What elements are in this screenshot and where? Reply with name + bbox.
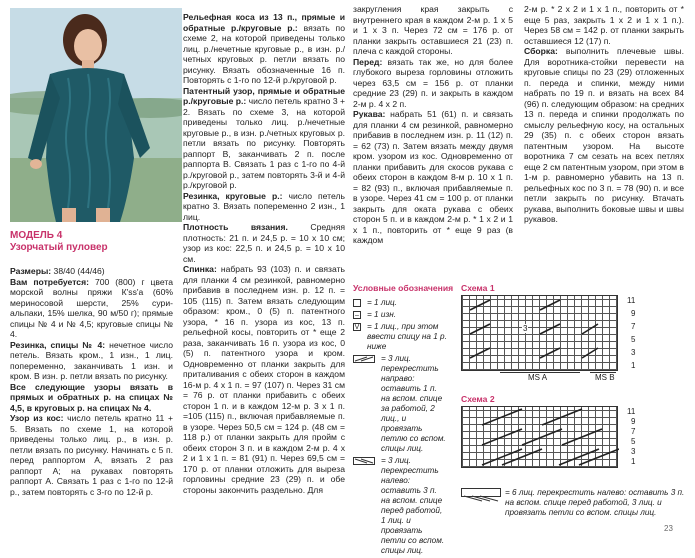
model-number: МОДЕЛЬ 4	[10, 230, 63, 241]
scheme-1-row-label: 7	[631, 322, 636, 331]
page-number: 23	[664, 524, 673, 533]
scheme-2-row-label: 11	[627, 407, 636, 416]
scheme-1-cables	[462, 296, 619, 372]
legend	[353, 298, 448, 558]
legend-title: Условные обозначения	[353, 283, 454, 293]
scheme-2-cables	[462, 407, 619, 469]
paragraph: закругления края закрыть с внутреннего края в каждом 2-м р. 1 х 5 и 1 х 3 п. Через 72 см = 176 р. от планки закрыть оставшиеся 21 (23) п. плеча с каждой стороны.	[353, 4, 513, 56]
scheme-2-grid	[461, 406, 618, 468]
paragraph: Перед: вязать так же, но для более глубокого выреза горловины отложить через 63,5 см = 156 р. от планки средние 23 (29) п. и закрыть в каждом 2-м р. 4 х 2 п.	[353, 56, 513, 109]
repeat-b-label: MS B	[595, 373, 615, 382]
paragraph: Размеры: 38/40 (44/46)	[10, 266, 105, 276]
scheme-1-row-label: 9	[631, 309, 636, 318]
paragraph: Рельефная коса из 13 п., прямые и обратные р./круговые р.: вязать по схеме 2, на которой приведены только лиц. р./нечетные круговые р., в изн. р./четных круговых р. петли вязать по рисунку. Вязать обозначенные 16 п. Повторять с 1-го по 12-й р./круговой р.	[183, 12, 345, 85]
cross-6-legend-text: = 6 лиц. перекрестить налево: оставить 3 п. на вспом. спице перед работой, 3 лиц. и провязать петли со вспом. спицы лиц.	[505, 488, 685, 517]
column-4	[524, 4, 684, 225]
paragraph: Все следующие узоры вязать в прямых и обратных р. на спицах № 4,5, в круговых р. на спицах № 4.	[10, 381, 173, 413]
scheme-1-row-label: 5	[631, 335, 636, 344]
column-2	[183, 12, 345, 495]
knit-symbol-icon	[353, 299, 361, 307]
paragraph: Резинка, спицы № 4: нечетное число петель. Вязать кром., 1 изн., 1 лиц. попеременно, заканчивать 1 изн. и кром. В изн. р. петли вязать по рисунку.	[10, 339, 173, 381]
scheme-1-inner-number: 3	[523, 324, 528, 333]
cross-right-symbol-icon	[353, 355, 375, 363]
scheme-2-row-label: 9	[631, 417, 636, 426]
legend-item: – = 1 изн.	[353, 310, 448, 320]
paragraph: Рукава: набрать 51 (61) п. и связать для планки 4 см резинкой, равномерно прибавив в последнем изн. р. 11 (12) п. = 62 (73) п. Затем вязать между двумя кром. узором из кос. Одновременно от планки прибавить для скосов рукава с обеих сторон в каждом 8-м р. 10 х 1 п. = 82 (93) п., включая прибавляемые п. в узоре. Через 41 см = 100 р. от планки закрыть для оката рукава с обеих сторон 5 п. и в каждом 2-м р. * 1 х 2 и 1 х 1 п., повторить от * еще 9 раз (в каждом	[353, 109, 513, 245]
paragraph: Узор из кос: число петель кратно 11 + 5. Вязать по схеме 1, на которой приведены только лиц. р., в изн. р. петли вязать по рисунку. Начинать с 5 п. перед раппортом А, вязать 2 раз раппорт А; на рукавах повторять раппорт А. Связать 1 раз с 1-го по 12-й р., затем повторять с 3-го по 12-й р.	[10, 413, 173, 497]
legend-item: = 3 лиц. перекрестить налево: оставить 3 п. на вспом. спице перед работой, 1 лиц. и провязать петли со вспом. спицы лиц.	[353, 456, 448, 556]
cross-left-symbol-icon	[353, 457, 375, 465]
scheme-1-row-label: 11	[627, 296, 636, 305]
legend-item: = 1 лиц.	[353, 298, 448, 308]
scheme-2-row-label: 7	[631, 427, 636, 436]
paragraph: Сборка: выполнить плечевые швы. Для воротника-стойки перевести на круговые спицы по 23 (29) отложенных п. переда и спинки, между ними набрать по 19 п. и вязать на всех 84 (96) п. следующим образом: на средних 13 п. переда и спинки продолжать по смыслу рельефную косу, на остальных 29 (35) п. с обеих сторон вязать патентным узором. На высоте воротника 7 см сезать на всех петлях еще 2 см патентным узором, при этом в 1-м р. равномерно убавить на 13 п. рельефных кос по 3 п. = 78 (90) п. и все петли закрыть по рисунку. Втачать рукава, выполнить боковые швы и швы рукавов.	[524, 46, 684, 224]
scheme-1-row-label: 1	[631, 361, 636, 370]
repeat-a-label: MS A	[528, 373, 548, 382]
scheme-2-row-label: 3	[631, 447, 636, 456]
legend-item: = 3 лиц. перекрестить направо: оставить 1 п. на вспом. спице за работой, 2 лиц., и провязать петлю со вспом. спицы лиц.	[353, 354, 448, 454]
scheme-1-row-label: 3	[631, 348, 636, 357]
scheme-1-title: Схема 1	[461, 283, 495, 293]
scheme-1-grid	[461, 295, 618, 371]
paragraph: 2-м р. * 2 х 2 и 1 х 1 п., повторить от * еще 5 раз, закрыть 1 х 2 и 1 х 1 п.). Через 58 см = 142 р. от планки закрыть оставшиеся 12 (17) п.	[524, 4, 684, 46]
model-photo	[10, 8, 182, 222]
scheme-2-row-label: 1	[631, 457, 636, 466]
model-title	[10, 230, 108, 254]
knit-below-symbol-icon: V	[354, 324, 360, 331]
paragraph: Плотность вязания. Средняя плотность: 21 п. и 24,5 р. = 10 х 10 см; узор из кос: 22,5 п. и 24,5 р. = 10 х 10 см.	[183, 222, 345, 264]
paragraph: Вам потребуется: 700 (800) г цвета морской волны пряжи К'ss'а (60% мериносовой шерсти, 25% сури-альпаки, 15% шелка, 90 м/50 г); прямые спицы № 4 и № 4,5; круговые спицы № 4.	[10, 276, 173, 339]
paragraph: Резинка, круговые р.: число петель кратно 3. Вязать попеременно 2 изн., 1 лиц.	[183, 190, 345, 222]
cross-6-symbol-icon	[461, 488, 501, 497]
legend-item: V = 1 лиц., при этом ввести спицу на 1 р. ниже	[354, 322, 447, 351]
purl-symbol-icon: –	[353, 311, 361, 319]
column-1	[10, 266, 173, 497]
column-3	[353, 4, 513, 246]
scheme-2-row-label: 5	[631, 437, 636, 446]
model-subtitle: Узорчатый пуловер	[10, 242, 108, 253]
paragraph: Спинка: набрать 93 (103) п. и связать для планки 4 см резинкой, равномерно прибавив в последнем изн. р. 12 п. = 105 (115) п. Затем вязать следующим образом: кром., 0 (5) п. патентного узора, * 16 п. узора из кос, 13 п. рельефной косы, повторить от * еще 2 раза, заканчивать 16 п. узора из кос, 0 (5) п. патентного узора и кром. Одновременно от планки закрыть для приталивания с обеих сторон в каждом 16-м р. 4 х 1 п. = 97 (107) п. Через 31 см = 76 р. от планки прибавить с обеих сторон 1 п. и в каждом 12-м р. 3 х 1 п. =105 (115) п., включая прибавляемые п. в узоре. Через 50,5 см = 124 р. (48 см = 118 р.) от планки закрыть для пройм с обеих сторон 3 п. и в каждом 2-м р. 4 х 2 и 1 х 1 п. = 81 (91) п. Через 69,5 см = 170 р. от планки отложить для выреза горловины средние 23 (29) п. и обе стороны закончить раздельно. Для	[183, 264, 345, 495]
woman-in-pullover-image	[10, 8, 182, 222]
paragraph: Патентный узор, прямые и обратные р./круговые р.: число петель кратно 3 + 2. Вязать по схеме 3, на которой приведены только лиц. р./нечетные круговые р., в изн. р./четных круговых р. петли вязать по рисунку. Повторять раппорт В, заканчивать 2 п. после раппорта В. Связать 1 раз с 1-го по 4-й р./круговой р., затем повторять 3-й и 4-й р./круговой р.	[183, 85, 346, 190]
scheme-2-title: Схема 2	[461, 394, 495, 404]
